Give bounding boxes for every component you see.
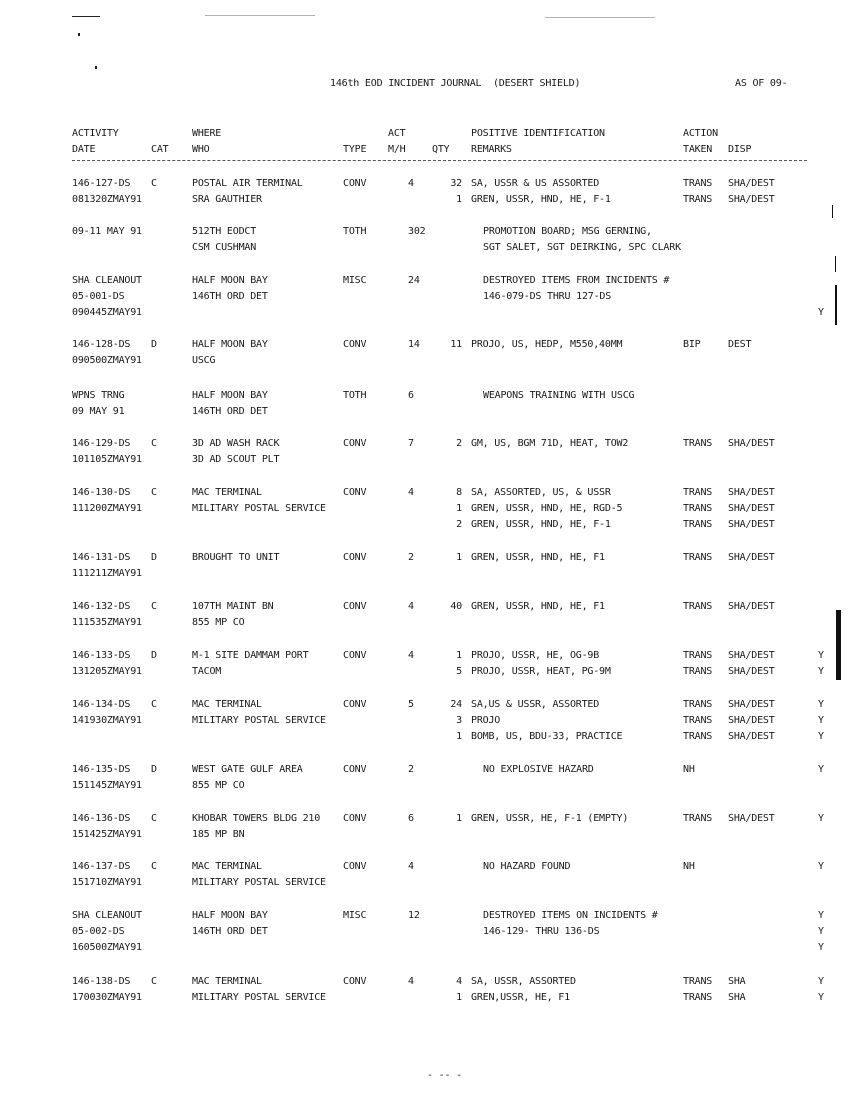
item-quantity: 1 — [456, 194, 462, 205]
entry-man-hours: 4 — [408, 601, 414, 612]
entry-type: CONV — [343, 650, 367, 661]
entry-type: CONV — [343, 339, 367, 350]
item-remarks: GREN, USSR, HND, HE, F-1 — [471, 194, 611, 205]
entry-man-hours: 4 — [408, 487, 414, 498]
entry-who: 3D AD SCOUT PLT — [192, 454, 280, 465]
scan-mark — [832, 205, 833, 218]
item-remarks: DESTROYED ITEMS FROM INCIDENTS # — [483, 275, 670, 286]
item-remarks: PROJO, US, HEDP, M550,40MM — [471, 339, 623, 350]
item-action-taken: TRANS — [683, 650, 713, 661]
item-action-taken: NH — [683, 764, 695, 775]
entry-activity: 146-130-DS — [72, 487, 131, 498]
entry-flag: Y — [818, 307, 824, 318]
item-remarks: GREN, USSR, HND, HE, F-1 — [471, 519, 611, 530]
entry-date: 090445ZMAY91 — [72, 307, 142, 318]
entry-where: MAC TERMINAL — [192, 699, 262, 710]
entry-activity: SHA CLEANOUT — [72, 275, 142, 286]
item-remarks: PROMOTION BOARD; MSG GERNING, — [483, 226, 652, 237]
item-action-taken: BIP — [683, 339, 701, 350]
item-action-taken: TRANS — [683, 178, 713, 189]
item-disposition: DEST — [728, 339, 752, 350]
item-quantity: 24 — [450, 699, 462, 710]
scan-mark — [836, 610, 841, 680]
entry-date: 111211ZMAY91 — [72, 568, 142, 579]
entry-where: MAC TERMINAL — [192, 861, 262, 872]
entry-date: 081320ZMAY91 — [72, 194, 142, 205]
item-quantity: 1 — [456, 552, 462, 563]
entry-type: TOTH — [343, 226, 367, 237]
col-cat: CAT — [151, 144, 169, 155]
item-flag: Y — [818, 926, 824, 937]
entry-who: 146TH ORD DET — [192, 406, 268, 417]
col-positive-id: POSITIVE IDENTIFICATION — [471, 128, 605, 139]
item-quantity: 2 — [456, 519, 462, 530]
item-remarks: SGT SALET, SGT DEIRKING, SPC CLARK — [483, 242, 681, 253]
col-act: ACT — [388, 128, 406, 139]
col-disp: DISP — [728, 144, 752, 155]
entry-where: 3D AD WASH RACK — [192, 438, 280, 449]
item-quantity: 32 — [450, 178, 462, 189]
item-remarks: GREN, USSR, HND, HE, RGD-5 — [471, 503, 623, 514]
item-disposition: SHA/DEST — [728, 813, 775, 824]
item-disposition: SHA/DEST — [728, 715, 775, 726]
item-remarks: 146-129- THRU 136-DS — [483, 926, 600, 937]
entry-category: C — [151, 601, 157, 612]
entry-who: TACOM — [192, 666, 222, 677]
item-flag: Y — [818, 666, 824, 677]
item-disposition: SHA — [728, 992, 746, 1003]
entry-where: HALF MOON BAY — [192, 910, 268, 921]
page-footer-mark: - -- - — [427, 1070, 462, 1081]
col-taken: TAKEN — [683, 144, 713, 155]
item-flag: Y — [818, 715, 824, 726]
item-action-taken: TRANS — [683, 487, 713, 498]
entry-activity: 09-11 MAY 91 — [72, 226, 142, 237]
entry-who: SRA GAUTHIER — [192, 194, 262, 205]
entry-category: D — [151, 339, 157, 350]
item-remarks: SA, ASSORTED, US, & USSR — [471, 487, 611, 498]
col-type: TYPE — [343, 144, 367, 155]
entry-where: 107TH MAINT BN — [192, 601, 274, 612]
item-disposition: SHA — [728, 976, 746, 987]
item-action-taken: TRANS — [683, 992, 713, 1003]
item-quantity: 1 — [456, 731, 462, 742]
entry-category: C — [151, 699, 157, 710]
item-disposition: SHA/DEST — [728, 699, 775, 710]
scan-mark — [835, 285, 837, 325]
entry-where: MAC TERMINAL — [192, 976, 262, 987]
col-activity: ACTIVITY — [72, 128, 119, 139]
item-disposition: SHA/DEST — [728, 487, 775, 498]
item-action-taken: TRANS — [683, 731, 713, 742]
item-quantity: 1 — [456, 503, 462, 514]
entry-date: 151145ZMAY91 — [72, 780, 142, 791]
item-quantity: 2 — [456, 438, 462, 449]
entry-where: 512TH EODCT — [192, 226, 257, 237]
scan-mark — [835, 256, 836, 272]
entry-category: C — [151, 487, 157, 498]
entry-activity: 146-127-DS — [72, 178, 131, 189]
entry-where: HALF MOON BAY — [192, 390, 268, 401]
item-flag: Y — [818, 650, 824, 661]
item-quantity: 3 — [456, 715, 462, 726]
entry-where: HALF MOON BAY — [192, 339, 268, 350]
entry-date: 141930ZMAY91 — [72, 715, 142, 726]
item-quantity: 5 — [456, 666, 462, 677]
item-remarks: GM, US, BGM 71D, HEAT, TOW2 — [471, 438, 629, 449]
col-date: DATE — [72, 144, 96, 155]
item-quantity: 1 — [456, 650, 462, 661]
scan-speck — [72, 16, 100, 17]
item-action-taken: TRANS — [683, 715, 713, 726]
col-mh: M/H — [388, 144, 406, 155]
item-remarks: SA, USSR, ASSORTED — [471, 976, 576, 987]
entry-date: 111200ZMAY91 — [72, 503, 142, 514]
entry-man-hours: 7 — [408, 438, 414, 449]
item-remarks: GREN, USSR, HND, HE, F1 — [471, 552, 605, 563]
scan-speck — [205, 15, 315, 16]
entry-activity: 146-132-DS — [72, 601, 131, 612]
journal-title: 146th EOD INCIDENT JOURNAL (DESERT SHIELD) — [330, 78, 581, 89]
item-flag: Y — [818, 976, 824, 987]
entry-category: C — [151, 976, 157, 987]
entry-man-hours: 4 — [408, 861, 414, 872]
entry-where: BROUGHT TO UNIT — [192, 552, 280, 563]
item-action-taken: TRANS — [683, 194, 713, 205]
scan-speck — [545, 17, 655, 18]
entry-who: MILITARY POSTAL SERVICE — [192, 992, 326, 1003]
entry-category: C — [151, 438, 157, 449]
item-disposition: SHA/DEST — [728, 650, 775, 661]
item-remarks: GREN, USSR, HE, F-1 (EMPTY) — [471, 813, 629, 824]
item-disposition: SHA/DEST — [728, 503, 775, 514]
entry-activity: 146-135-DS — [72, 764, 131, 775]
entry-date: 160500ZMAY91 — [72, 942, 142, 953]
item-remarks: SA, USSR & US ASSORTED — [471, 178, 600, 189]
entry-where: MAC TERMINAL — [192, 487, 262, 498]
item-remarks: PROJO — [471, 715, 501, 726]
entry-date: 05-001-DS — [72, 291, 125, 302]
scan-speck — [95, 66, 97, 69]
scan-speck — [78, 33, 80, 36]
item-disposition: SHA/DEST — [728, 178, 775, 189]
entry-activity: 146-136-DS — [72, 813, 131, 824]
entry-man-hours: 24 — [408, 275, 420, 286]
item-action-taken: TRANS — [683, 976, 713, 987]
entry-man-hours: 6 — [408, 813, 414, 824]
entry-man-hours: 4 — [408, 178, 414, 189]
item-disposition: SHA/DEST — [728, 731, 775, 742]
entry-who: 146TH ORD DET — [192, 291, 268, 302]
item-flag: Y — [818, 813, 824, 824]
entry-type: CONV — [343, 552, 367, 563]
entry-where: KHOBAR TOWERS BLDG 210 — [192, 813, 321, 824]
col-where: WHERE — [192, 128, 222, 139]
item-flag: Y — [818, 764, 824, 775]
item-flag: Y — [818, 731, 824, 742]
entry-who: MILITARY POSTAL SERVICE — [192, 503, 326, 514]
entry-type: CONV — [343, 487, 367, 498]
col-remarks: REMARKS — [471, 144, 512, 155]
item-quantity: 1 — [456, 992, 462, 1003]
item-remarks: NO HAZARD FOUND — [483, 861, 571, 872]
entry-date: 111535ZMAY91 — [72, 617, 142, 628]
item-disposition: SHA/DEST — [728, 666, 775, 677]
entry-type: CONV — [343, 178, 367, 189]
item-remarks: SA,US & USSR, ASSORTED — [471, 699, 600, 710]
entry-type: CONV — [343, 861, 367, 872]
entry-who: USCG — [192, 355, 216, 366]
entry-man-hours: 4 — [408, 650, 414, 661]
item-quantity: 40 — [450, 601, 462, 612]
entry-activity: 146-129-DS — [72, 438, 131, 449]
entry-flag: Y — [818, 942, 824, 953]
entry-type: CONV — [343, 438, 367, 449]
item-remarks: GREN, USSR, HND, HE, F1 — [471, 601, 605, 612]
entry-activity: 146-131-DS — [72, 552, 131, 563]
item-remarks: 146-079-DS THRU 127-DS — [483, 291, 612, 302]
item-flag: Y — [818, 910, 824, 921]
as-of-date: AS OF 09- — [735, 78, 788, 89]
entry-man-hours: 302 — [408, 226, 426, 237]
item-disposition: SHA/DEST — [728, 552, 775, 563]
header-rule — [72, 160, 807, 161]
entry-category: C — [151, 178, 157, 189]
entry-category: C — [151, 861, 157, 872]
item-action-taken: TRANS — [683, 552, 713, 563]
entry-category: D — [151, 650, 157, 661]
entry-category: C — [151, 813, 157, 824]
item-action-taken: TRANS — [683, 519, 713, 530]
entry-who: 855 MP CO — [192, 617, 245, 628]
entry-date: 151710ZMAY91 — [72, 877, 142, 888]
item-action-taken: TRANS — [683, 699, 713, 710]
entry-type: CONV — [343, 601, 367, 612]
entry-who: MILITARY POSTAL SERVICE — [192, 715, 326, 726]
entry-type: MISC — [343, 275, 367, 286]
entry-activity: 146-128-DS — [72, 339, 131, 350]
entry-type: CONV — [343, 976, 367, 987]
item-remarks: PROJO, USSR, HE, OG-9B — [471, 650, 600, 661]
entry-man-hours: 5 — [408, 699, 414, 710]
entry-where: POSTAL AIR TERMINAL — [192, 178, 303, 189]
item-action-taken: TRANS — [683, 438, 713, 449]
entry-man-hours: 12 — [408, 910, 420, 921]
entry-type: TOTH — [343, 390, 367, 401]
entry-activity: SHA CLEANOUT — [72, 910, 142, 921]
item-action-taken: TRANS — [683, 601, 713, 612]
entry-category: D — [151, 764, 157, 775]
entry-category: D — [151, 552, 157, 563]
entry-type: CONV — [343, 813, 367, 824]
item-flag: Y — [818, 992, 824, 1003]
entry-date: 090500ZMAY91 — [72, 355, 142, 366]
entry-where: M-1 SITE DAMMAM PORT — [192, 650, 309, 661]
entry-man-hours: 6 — [408, 390, 414, 401]
item-action-taken: TRANS — [683, 666, 713, 677]
col-who: WHO — [192, 144, 210, 155]
entry-date: 131205ZMAY91 — [72, 666, 142, 677]
item-quantity: 4 — [456, 976, 462, 987]
entry-who: 185 MP BN — [192, 829, 245, 840]
entry-date: 151425ZMAY91 — [72, 829, 142, 840]
item-remarks: GREN,USSR, HE, F1 — [471, 992, 570, 1003]
entry-date: 170030ZMAY91 — [72, 992, 142, 1003]
entry-where: HALF MOON BAY — [192, 275, 268, 286]
entry-activity: WPNS TRNG — [72, 390, 125, 401]
col-action: ACTION — [683, 128, 718, 139]
item-quantity: 8 — [456, 487, 462, 498]
entry-date: 09 MAY 91 — [72, 406, 125, 417]
entry-where: WEST GATE GULF AREA — [192, 764, 303, 775]
item-remarks: BOMB, US, BDU-33, PRACTICE — [471, 731, 623, 742]
item-action-taken: NH — [683, 861, 695, 872]
entry-date: 101105ZMAY91 — [72, 454, 142, 465]
entry-who: 855 MP CO — [192, 780, 245, 791]
entry-date: 05-002-DS — [72, 926, 125, 937]
item-remarks: DESTROYED ITEMS ON INCIDENTS # — [483, 910, 658, 921]
entry-who: MILITARY POSTAL SERVICE — [192, 877, 326, 888]
entry-man-hours: 2 — [408, 764, 414, 775]
item-remarks: NO EXPLOSIVE HAZARD — [483, 764, 594, 775]
entry-man-hours: 2 — [408, 552, 414, 563]
entry-type: MISC — [343, 910, 367, 921]
entry-activity: 146-134-DS — [72, 699, 131, 710]
entry-man-hours: 4 — [408, 976, 414, 987]
item-disposition: SHA/DEST — [728, 519, 775, 530]
entry-type: CONV — [343, 699, 367, 710]
entry-who: CSM CUSHMAN — [192, 242, 257, 253]
col-qty: QTY — [432, 144, 450, 155]
item-disposition: SHA/DEST — [728, 438, 775, 449]
entry-activity: 146-138-DS — [72, 976, 131, 987]
item-disposition: SHA/DEST — [728, 601, 775, 612]
item-flag: Y — [818, 699, 824, 710]
entry-type: CONV — [343, 764, 367, 775]
item-quantity: 1 — [456, 813, 462, 824]
entry-who: 146TH ORD DET — [192, 926, 268, 937]
entry-man-hours: 14 — [408, 339, 420, 350]
item-action-taken: TRANS — [683, 813, 713, 824]
item-disposition: SHA/DEST — [728, 194, 775, 205]
item-action-taken: TRANS — [683, 503, 713, 514]
entry-activity: 146-137-DS — [72, 861, 131, 872]
item-remarks: WEAPONS TRAINING WITH USCG — [483, 390, 635, 401]
item-flag: Y — [818, 861, 824, 872]
item-remarks: PROJO, USSR, HEAT, PG-9M — [471, 666, 611, 677]
entry-activity: 146-133-DS — [72, 650, 131, 661]
item-quantity: 11 — [450, 339, 462, 350]
